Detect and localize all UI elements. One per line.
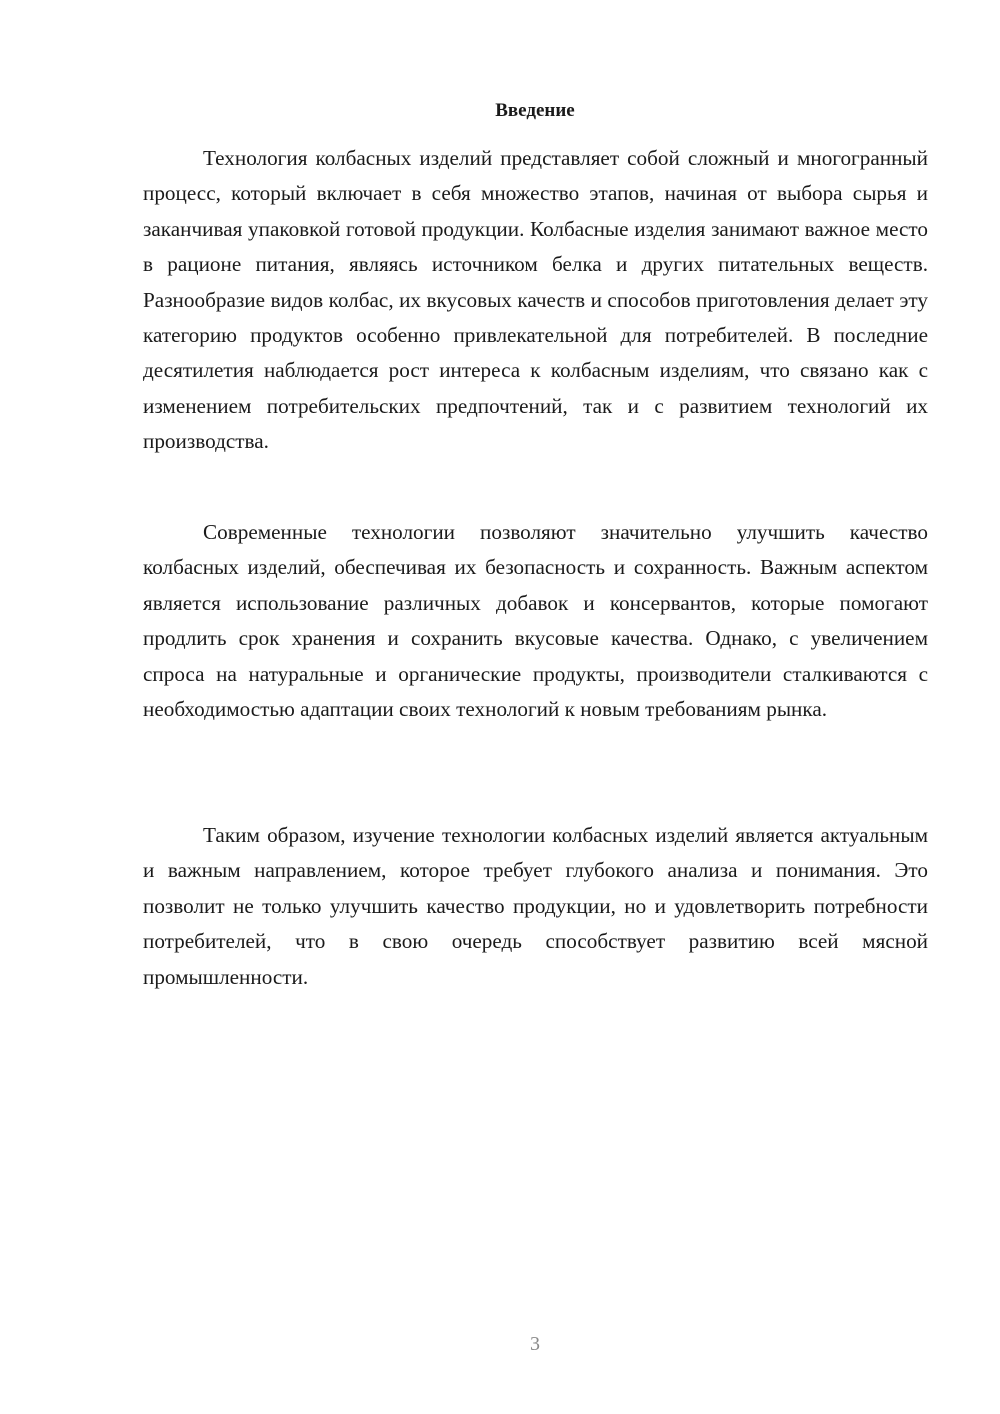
paragraph-2: Современные технологии позволяют значительно улучшить качество колбасных изделий, обеспечивая их безопасность и сохранность. Важным аспектом является использование различных добавок и консервантов, которые помогают продлить срок хранения и сохранить вкусовые качества. Однако, с увеличением спроса на натуральные и органические продукты, производители сталкиваются с необходимостью адаптации своих технологий к новым требованиям рынка.: [143, 520, 928, 722]
paragraph-1: Технология колбасных изделий представляет собой сложный и многогранный процесс, который включает в себя множество этапов, начиная от выбора сырья и заканчивая упаковкой готовой продукции. Колбасные изделия занимают важное место в рационе питания, являясь источником белка и других питательных веществ. Разнообразие видов колбас, их вкусовых качеств и способов приготовления делает эту категорию продуктов особенно привлекательной для потребителей. В последние десятилетия наблюдается рост интереса к колбасным изделиям, что связано как с изменением потребительских предпочтений, так и с развитием технологий их производства.: [143, 146, 928, 454]
page-number: 3: [530, 1333, 540, 1355]
section-heading: Введение: [495, 100, 575, 121]
paragraph-3: Таким образом, изучение технологии колбасных изделий является актуальным и важным направлением, которое требует глубокого анализа и понимания. Это позволит не только улучшить качество продукции, но и удовлетворить потребности потребителей, что в свою очередь способствует развитию всей мясной промышленности.: [143, 823, 928, 989]
